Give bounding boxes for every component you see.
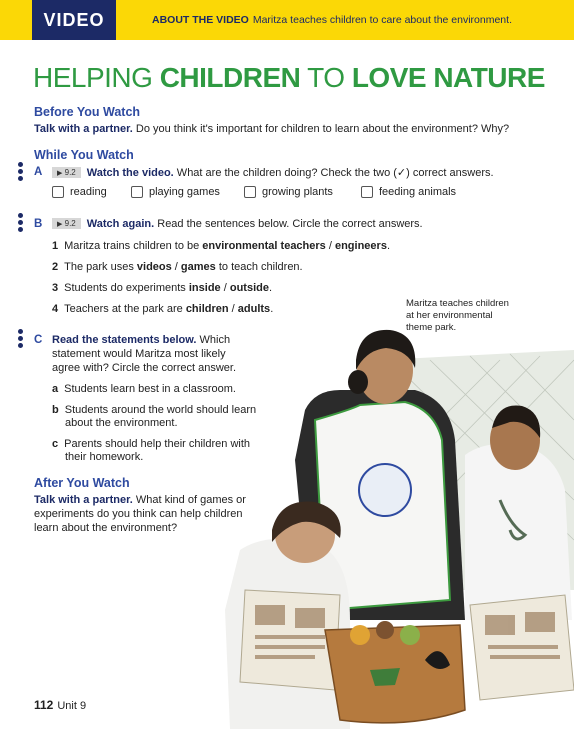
photo-caption: Maritza teaches children at her environmental theme park. [406, 298, 509, 333]
play-icon: ▶ [57, 170, 63, 177]
before-instruction: Talk with a partner. Do you think it's important for children to learn about the environment? Why? [34, 123, 510, 135]
activity-a-letter: A [34, 166, 43, 178]
activity-a-instruction: ▶ 9.2 Watch the video. What are the children doing? Check the two (✓) correct answers. [52, 166, 494, 179]
activity-c-instruction-3: agree with? Circle the correct answer. [52, 362, 237, 374]
photo-teacher-with-children [210, 290, 574, 729]
c-item-b-cont: about the environment. [65, 417, 178, 429]
answer-option[interactable]: videos [136, 261, 172, 273]
checkbox-icon[interactable] [244, 186, 256, 198]
page-footer [34, 698, 86, 712]
b-item-2: 2 The park uses videos / games to teach children. [52, 261, 303, 273]
activity-dots-icon [18, 162, 24, 183]
video-clip-tag[interactable]: ▶ 9.2 [52, 167, 81, 178]
video-tab: VIDEO [32, 0, 116, 40]
answer-option[interactable]: inside [188, 282, 221, 294]
answer-option[interactable]: children [185, 303, 229, 315]
after-instruction-2: experiments do you think can help children [34, 508, 243, 520]
after-you-watch-heading: After You Watch [34, 476, 130, 490]
answer-option[interactable]: adults [237, 303, 271, 315]
answer-option[interactable]: environmental teachers [202, 240, 326, 252]
checkbox-growing-plants[interactable]: growing plants [244, 186, 333, 198]
c-item-c[interactable]: c Parents should help their children with [52, 438, 251, 450]
while-you-watch-heading: While You Watch [34, 148, 134, 162]
checkbox-icon[interactable] [52, 186, 64, 198]
checkbox-reading[interactable]: reading [52, 186, 107, 198]
c-item-c-cont: their homework. [65, 451, 144, 463]
activity-dots-icon [18, 329, 24, 350]
play-icon: ▶ [57, 221, 63, 228]
page-number: 112 [34, 698, 54, 712]
b-item-1: 1 Maritza trains children to be environmental teachers / engineers. [52, 240, 390, 252]
b-item-3: 3 Students do experiments inside / outside. [52, 282, 273, 294]
unit-label: Unit 9 [57, 700, 87, 712]
checkbox-icon[interactable] [361, 186, 373, 198]
b-item-4: 4 Teachers at the park are children / adults. [52, 303, 274, 315]
answer-option[interactable]: outside [229, 282, 269, 294]
about-the-video: ABOUT THE VIDEO Maritza teaches children to care about the environment. [152, 14, 512, 26]
answer-option[interactable]: engineers [334, 240, 387, 252]
checkbox-playing-games[interactable]: playing games [131, 186, 220, 198]
after-instruction-1: Talk with a partner. What kind of games or [34, 494, 246, 506]
activity-c-letter: C [34, 334, 43, 346]
c-item-b[interactable]: b Students around the world should learn [52, 404, 257, 416]
checkbox-icon[interactable] [131, 186, 143, 198]
page-title: HELPING CHILDREN TO LOVE NATURE [33, 62, 545, 93]
answer-option[interactable]: games [180, 261, 216, 273]
before-you-watch-heading: Before You Watch [34, 105, 141, 119]
checkbox-feeding-animals[interactable]: feeding animals [361, 186, 456, 198]
activity-c-instruction-2: statement would Maritza most likely [52, 348, 226, 360]
after-instruction-3: learn about the environment? [34, 522, 178, 534]
activity-b-letter: B [34, 218, 43, 230]
activity-dots-icon [18, 213, 24, 234]
video-clip-tag[interactable]: ▶ 9.2 [52, 218, 81, 229]
c-item-a[interactable]: a Students learn best in a classroom. [52, 383, 236, 395]
activity-b-instruction: ▶ 9.2 Watch again. Read the sentences below. Circle the correct answers. [52, 218, 423, 230]
activity-c-instruction-1: Read the statements below. Which [52, 334, 231, 346]
